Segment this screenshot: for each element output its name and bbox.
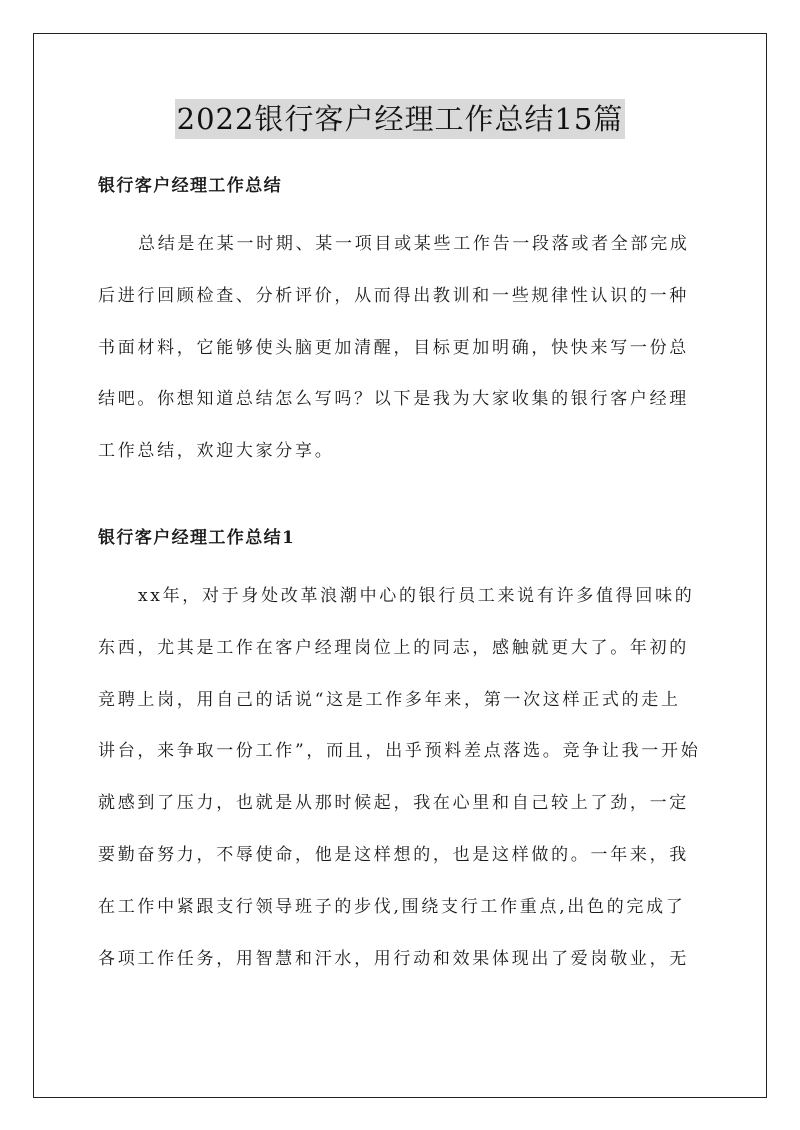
paragraph-line: 东西，尤其是工作在客户经理岗位上的同志，感触就更大了。年初的 (98, 637, 689, 658)
paragraph-line: 就感到了压力，也就是从那时候起，我在心里和自己较上了劲，一定 (98, 793, 689, 814)
document-body (98, 168, 708, 985)
spacer (98, 205, 708, 219)
section-heading-intro: 银行客户经理工作总结 (98, 176, 282, 196)
paragraph-intro (98, 219, 708, 478)
paragraph-section-1 (98, 571, 708, 985)
paragraph-line: 工作总结，欢迎大家分享。 (98, 441, 335, 462)
paragraph-line: 要勤奋努力，不辱使命，他是这样想的，也是这样做的。一年来，我 (98, 844, 689, 865)
paragraph-line: 后进行回顾检查、分析评价，从而得出教训和一些规律性认识的一种 (98, 285, 689, 306)
spacer (98, 478, 708, 520)
paragraph-line: 结吧。你想知道总结怎么写吗？以下是我为大家收集的银行客户经理 (98, 389, 689, 410)
paragraph-line: 各项工作任务，用智慧和汗水，用行动和效果体现出了爱岗敬业，无 (98, 948, 689, 969)
paragraph-line: 在工作中紧跟支行领导班子的步伐,围绕支行工作重点,出色的完成了 (98, 896, 686, 917)
title-container (0, 99, 800, 139)
paragraph-line: 总结是在某一时期、某一项目或某些工作告一段落或者全部完成 (138, 234, 690, 254)
section-heading-1: 银行客户经理工作总结1 (98, 527, 296, 548)
document-title: 2022银行客户经理工作总结15篇 (175, 99, 626, 139)
paragraph-line: 书面材料，它能够使头脑更加清醒，目标更加明确，快快来写一份总 (98, 337, 689, 358)
spacer (98, 557, 708, 571)
paragraph-line: 讲台，来争取一份工作”，而且，出乎预料差点落选。竞争让我一开始 (98, 741, 701, 762)
paragraph-line: 竞聘上岗，用自己的话说“这是工作多年来，第一次这样正式的走上 (98, 689, 681, 710)
paragraph-line: xx年，对于身处改革浪潮中心的银行员工来说有许多值得回味的 (138, 585, 695, 606)
